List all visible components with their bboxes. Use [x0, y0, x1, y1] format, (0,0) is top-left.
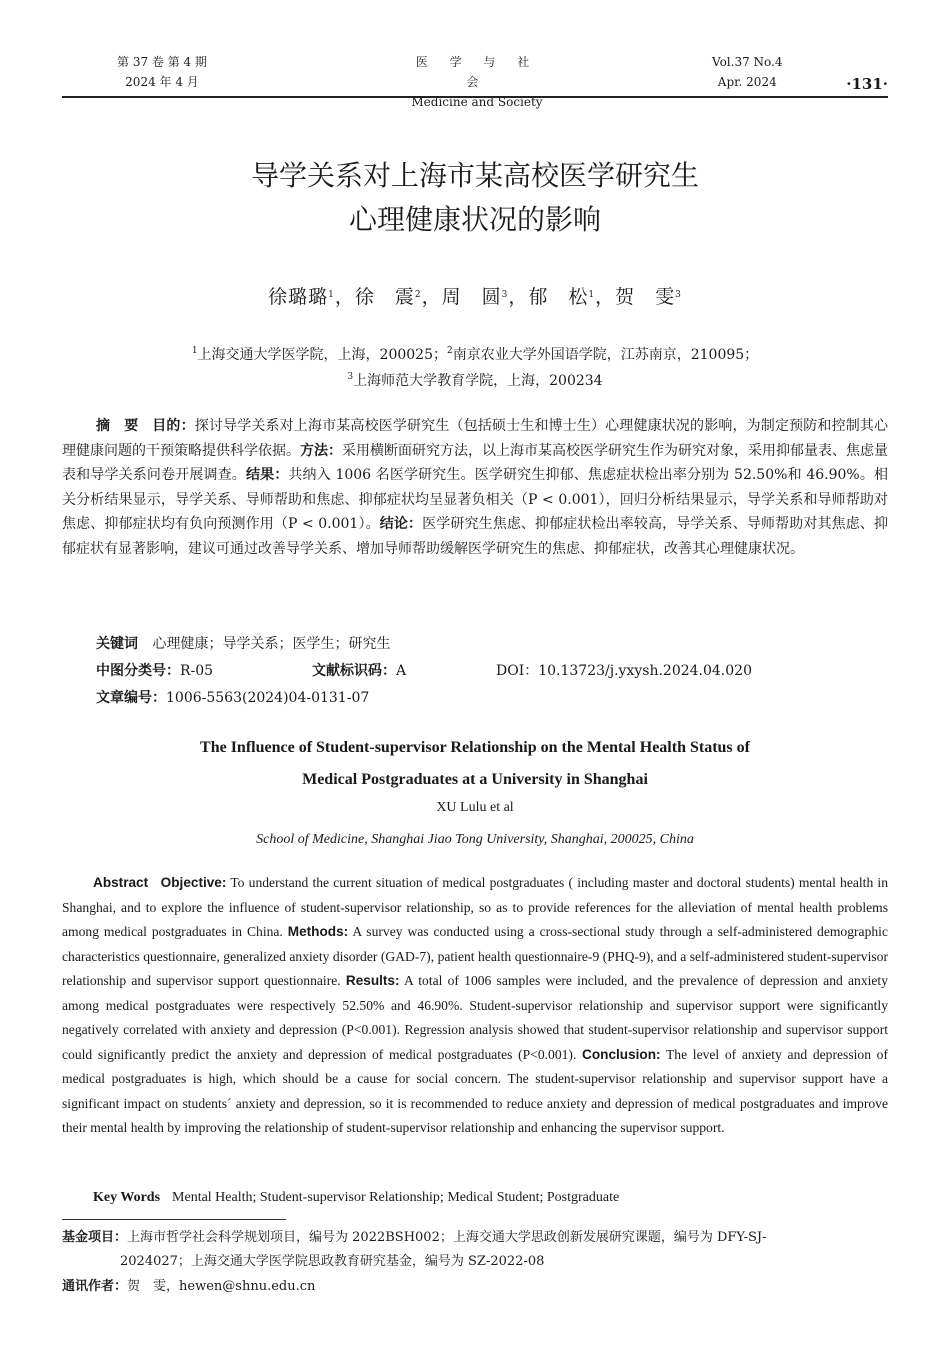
funding-label: 基金项目： — [62, 1230, 128, 1245]
result-text: 共纳入 1006 名医学研究生。医学研究生抑郁、焦虑症状检出率分别为 52.50%和 46.90%。相关分析结果显示，导学关系、导师帮助和焦虑、抑郁症状均呈显著负相关（P < 0.001），回归分析结果显示，导学关系和导师帮助对焦虑、抑郁症状均有负向预测作用（P < 0.001）。 — [62, 467, 888, 532]
doi: DOI：10.13723/j.yxysh.2024.04.020 — [496, 663, 752, 679]
header-date-en: Apr. 2024 — [717, 75, 777, 89]
funding-text-2: 2024027；上海交通大学医学院思政教育研究基金，编号为 SZ-2022-08 — [120, 1254, 545, 1269]
footnote-rule — [62, 1219, 286, 1220]
affiliation-line: $^1$上海交通大学医学院，上海，200025；$^2$南京农业大学外国语学院，江苏南京，210095； — [191, 346, 759, 363]
article-number — [96, 688, 369, 708]
author: 贺 雯$^3$ — [615, 286, 682, 308]
objective-en-label: Objective: — [160, 875, 227, 890]
document-code — [312, 661, 406, 681]
running-header — [62, 52, 888, 109]
author: 周 圆$^3$ — [441, 286, 509, 308]
conclusion-en-text: The level of anxiety and depression of medical postgraduates is high, which should be a cause for social concern. The student-supervisor relationship and supervisor support have a significant impact on students´ anxiety and depression, so it is recommended to reduce anxiety and depression of medical postgraduates and improve their mental health by improving the relationship of student-supervisor relationship and enhancing the supervisor support. — [62, 1046, 888, 1135]
header-volume-en — [712, 52, 783, 92]
author: 徐璐璐$^1$ — [268, 286, 335, 308]
abstract-en-label: Abstract — [93, 875, 149, 890]
correspondence-label: 通讯作者： — [62, 1279, 128, 1294]
objective-text: 探讨导学关系对上海市某高校医学研究生（包括硕士生和博士生）心理健康状况的影响，为制定预防和控制其心理健康问题的干预策略提供科学依据。 — [62, 418, 889, 459]
conclusion-text: 医学研究生焦虑、抑郁症状检出率较高，导学关系、导师帮助对其焦虑、抑郁症状有显著影响，建议可通过改善导学关系、增加导师帮助缓解医学研究生的焦虑、抑郁症状，改善其心理健康状况。 — [62, 516, 888, 557]
keywords-cn-label: 关键词 — [96, 636, 138, 652]
clc-value: R-05 — [180, 663, 214, 679]
clc-label: 中图分类号： — [96, 663, 180, 679]
conclusion-en-label: Conclusion: — [582, 1046, 661, 1062]
correspondence-value: 贺 雯，hewen@shnu.edu.cn — [127, 1279, 316, 1294]
page-number: ·131· — [846, 75, 888, 93]
header-date-cn: 2024 年 4 月 — [125, 75, 199, 89]
keywords-en — [93, 1190, 619, 1206]
author: 徐 震$^2$ — [354, 286, 422, 308]
header-volume — [117, 52, 207, 92]
clc-code — [96, 661, 213, 681]
article-title-cn — [62, 154, 888, 242]
objective-label: 目的： — [152, 418, 195, 434]
author-separator: ， — [334, 286, 355, 308]
journal-name-en: Medicine and Society — [411, 95, 543, 109]
objective-en-text: To understand the current situation of medical postgraduates ( including master and doctoral students) mental health in Shanghai, and to explore the influence of student-supervisor relationship, so as to provide references for the alleviation of mental health problems among medical postgraduates in China. — [62, 875, 888, 939]
author-list — [62, 282, 888, 309]
doc-code-value: A — [396, 663, 407, 679]
abstract-cn-label: 摘 要 — [96, 418, 139, 434]
header-volume-issue: 第 37 卷 第 4 期 — [117, 55, 207, 69]
results-en-text: A total of 1006 samples were included, and the prevalence of depression and anxiety among medical postgraduates were respectively 52.50% and 46.90%. Student-supervisor relationship and supervisor support were significantly negatively correlated with anxiety and depression (P<0.001). Regression analysis showed that student-supervisor relationship and supervisor support could significantly predict the anxiety and depression of medical postgraduates (P<0.001). — [62, 973, 889, 1062]
affiliations — [62, 342, 888, 394]
article-title-en — [62, 732, 888, 796]
doc-code-label: 文献标识码： — [312, 663, 396, 679]
header-rule — [62, 96, 888, 98]
header-vol-no: Vol.37 No.4 — [712, 55, 783, 69]
author-en: XU Lulu et al — [436, 800, 514, 815]
author-separator: ， — [421, 286, 442, 308]
affiliation-en: School of Medicine, Shanghai Jiao Tong University, Shanghai, 200025, China — [256, 832, 694, 847]
keywords-cn-value: 心理健康；导学关系；医学生；研究生 — [152, 636, 391, 652]
result-label: 结果： — [245, 467, 289, 483]
funding-text-1: 上海市哲学社会科学规划项目，编号为 2022BSH002；上海交通大学思政创新发展研究课题，编号为 DFY-SJ- — [127, 1230, 767, 1245]
affiliation-line: $^3$上海师范大学教育学院，上海，200234 — [347, 372, 603, 389]
title-cn-line1: 导学关系对上海市某高校医学研究生 — [250, 159, 699, 192]
correspondence-note — [62, 1276, 315, 1298]
title-en-line1: The Influence of Student-supervisor Relationship on the Mental Health Status of — [200, 739, 750, 756]
journal-name-cn: 医 学 与 社 会 — [415, 55, 539, 89]
methods-en-label: Methods: — [287, 924, 349, 939]
header-journal — [402, 52, 552, 112]
methods-en-text: A survey was conducted using a cross-sectional study through a self-administered demographic characteristics questionnaire, generalized anxiety disorder (GAD-7), patient health questionnaire-9 (PHQ-9), and a self-administered student-supervisor relationship and supervisor support questionnaire. — [62, 924, 888, 988]
method-text: 采用横断面研究方法，以上海市某高校医学研究生作为研究对象，采用抑郁量表、焦虑量表和导学关系问卷开展调查。 — [62, 442, 888, 483]
keywords-cn — [96, 634, 390, 654]
title-cn-line2: 心理健康状况的影响 — [348, 203, 601, 236]
keywords-en-label: Key Words — [93, 1190, 161, 1205]
abstract-en — [62, 871, 888, 1141]
author: 郁 松$^1$ — [528, 286, 596, 308]
results-en-label: Results: — [345, 973, 400, 988]
keywords-en-value: Mental Health; Student-supervisor Relationship; Medical Student; Postgraduate — [172, 1190, 620, 1205]
abstract-cn — [62, 414, 888, 561]
funding-line1 — [62, 1226, 888, 1250]
author-separator: ， — [508, 286, 529, 308]
conclusion-label: 结论： — [379, 516, 423, 532]
funding-note — [62, 1226, 888, 1274]
author-separator: ， — [595, 286, 616, 308]
article-no-value: 1006-5563(2024)04-0131-07 — [166, 690, 370, 706]
article-no-label: 文章编号： — [96, 690, 166, 706]
title-en-line2: Medical Postgraduates at a University in Shanghai — [302, 771, 648, 788]
method-label: 方法： — [300, 442, 342, 459]
